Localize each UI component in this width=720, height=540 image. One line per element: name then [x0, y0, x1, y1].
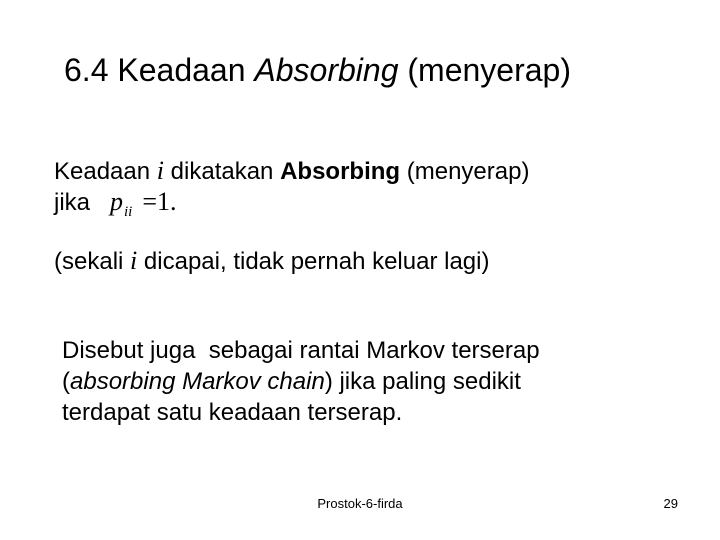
formula-rhs: =1. [142, 187, 177, 216]
state-variable: i [156, 156, 164, 185]
slide-title [64, 50, 571, 90]
paragraph-line-1: Disebut juga sebagai rantai Markov terserap [62, 337, 540, 364]
note-variable: i [130, 246, 138, 275]
definition-line-1 [54, 156, 529, 187]
note-suffix: dicapai, tidak pernah keluar lagi) [137, 248, 490, 275]
note-prefix: (sekali [54, 248, 131, 275]
definition-jika: jika [54, 189, 91, 216]
definition-bold-term: Absorbing [280, 158, 401, 185]
paragraph-line-2 [62, 366, 540, 397]
paragraph-line-2-rest: ) jika paling sedikit [324, 368, 521, 395]
formula-symbol: p [110, 187, 124, 216]
description-paragraph [62, 335, 540, 428]
title-prefix: 6.4 Keadaan [64, 52, 255, 88]
note-line [54, 246, 489, 277]
definition-text-1: Keadaan [54, 158, 157, 185]
definition-text-3: (menyerap) [400, 158, 530, 185]
definition-line-2 [54, 187, 529, 227]
absorbing-formula [110, 187, 177, 220]
formula-subscript: ii [124, 204, 133, 220]
title-italic: Absorbing [254, 52, 399, 88]
paragraph-italic-term: absorbing Markov chain [70, 368, 325, 395]
page-number: 29 [663, 496, 678, 511]
title-suffix: (menyerap) [398, 52, 571, 88]
definition-block [54, 156, 529, 227]
definition-text-2: dikatakan [164, 158, 281, 185]
paragraph-open-paren: ( [62, 368, 70, 395]
footer-label: Prostok-6-firda [317, 496, 403, 511]
paragraph-line-3: terdapat satu keadaan terserap. [62, 399, 403, 426]
